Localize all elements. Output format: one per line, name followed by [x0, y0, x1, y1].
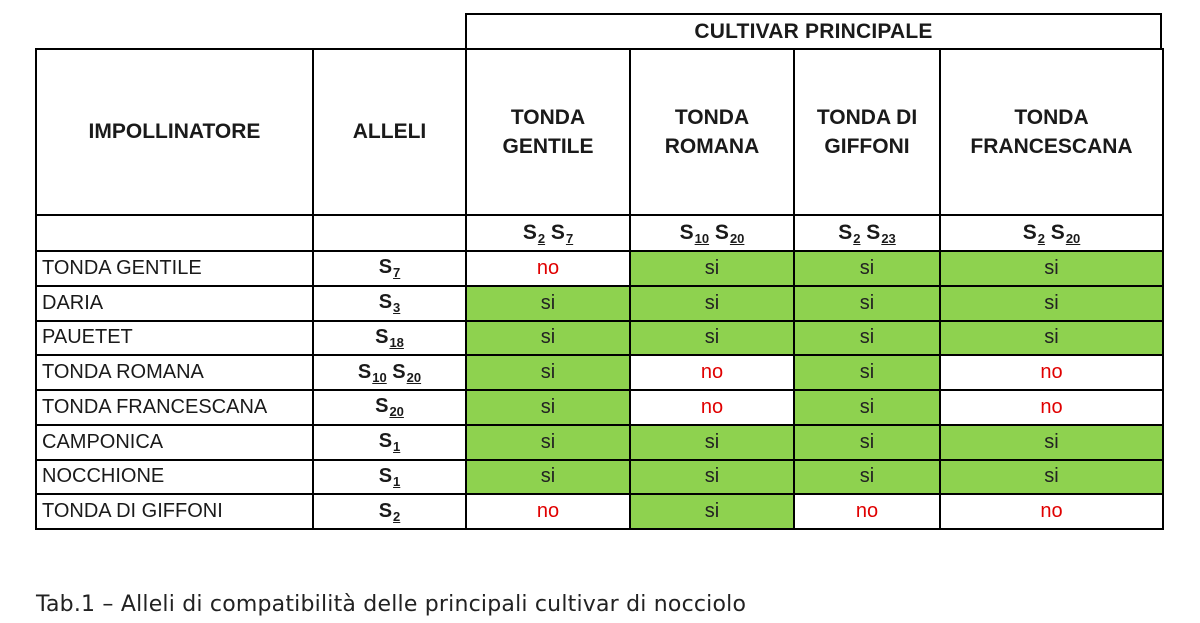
pollinator-name: PAUETET: [36, 321, 313, 356]
compatibility-cell: si: [940, 286, 1163, 321]
compatibility-cell: si: [940, 460, 1163, 495]
pollinator-alleles: [313, 425, 466, 460]
allele-symbol: S: [375, 395, 389, 418]
table-row: [36, 425, 1163, 460]
compatibility-cell: no: [940, 390, 1163, 425]
compatibility-cell: si: [466, 321, 630, 356]
allele-number: 2: [1037, 230, 1045, 246]
allele-number: 20: [406, 369, 422, 385]
allele-number: 7: [565, 230, 574, 246]
compatibility-cell: si: [630, 286, 794, 321]
compatibility-cell: si: [466, 390, 630, 425]
pollinator-name: TONDA DI GIFFONI: [36, 494, 313, 529]
compatibility-cell: si: [794, 321, 940, 356]
table-row: [36, 251, 1163, 286]
compatibility-cell: si: [794, 390, 940, 425]
allele-number: 3: [393, 300, 401, 316]
compatibility-cell: no: [940, 355, 1163, 390]
compatibility-cell: si: [794, 286, 940, 321]
column-header-cultivar: TONDA DI GIFFONI: [794, 49, 940, 215]
allele-symbol: S: [838, 220, 853, 244]
compatibility-cell: si: [466, 460, 630, 495]
allele-number: 18: [389, 334, 404, 350]
allele-symbol: S: [1050, 220, 1065, 244]
compatibility-cell: si: [794, 355, 940, 390]
compatibility-cell: si: [630, 494, 794, 529]
pollinator-name: TONDA GENTILE: [36, 251, 313, 286]
compatibility-cell: no: [940, 494, 1163, 529]
allele-symbol: S: [378, 430, 393, 453]
pollinator-name: TONDA FRANCESCANA: [36, 390, 313, 425]
compatibility-cell: si: [940, 425, 1163, 460]
table-row: [36, 494, 1163, 529]
allele-number: 7: [393, 265, 401, 281]
allele-number: 1: [393, 473, 401, 489]
pollinator-alleles: [313, 321, 466, 356]
allele-symbol: S: [866, 220, 881, 244]
allele-symbol: S: [522, 220, 537, 244]
compatibility-cell: si: [466, 425, 630, 460]
cultivar-allele-cell: [940, 215, 1163, 251]
pollinator-alleles: [313, 251, 466, 286]
compatibility-cell: si: [466, 355, 630, 390]
allele-symbol: S: [714, 220, 729, 244]
pollinator-name: CAMPONICA: [36, 425, 313, 460]
empty-cell: [313, 215, 466, 251]
table-caption: Tab.1 – Alleli di compatibilità delle principali cultivar di nocciolo: [36, 592, 747, 617]
compatibility-cell: si: [794, 425, 940, 460]
column-header-pollinator: IMPOLLINATORE: [36, 49, 313, 215]
column-header-cultivar: TONDA GENTILE: [466, 49, 630, 215]
compatibility-cell: no: [630, 390, 794, 425]
pollinator-name: NOCCHIONE: [36, 460, 313, 495]
pollinator-alleles: [313, 494, 466, 529]
compatibility-cell: si: [794, 460, 940, 495]
allele-symbol: S: [378, 256, 393, 279]
allele-symbol: S: [1022, 220, 1037, 244]
compatibility-cell: si: [630, 321, 794, 356]
allele-number: 2: [393, 508, 401, 524]
allele-number: 20: [1065, 230, 1081, 246]
compatibility-table: [35, 48, 1164, 530]
compatibility-cell: si: [940, 321, 1163, 356]
table-row: [36, 460, 1163, 495]
empty-cell: [36, 215, 313, 251]
allele-number: 2: [537, 230, 546, 246]
pollinator-alleles: [313, 460, 466, 495]
compatibility-cell: si: [630, 251, 794, 286]
compatibility-cell: no: [466, 494, 630, 529]
table-row: [36, 355, 1163, 390]
column-header-row: [36, 49, 1163, 215]
allele-number: 10: [372, 369, 387, 385]
compatibility-cell: si: [630, 425, 794, 460]
allele-symbol: S: [357, 360, 372, 383]
compatibility-cell: si: [794, 251, 940, 286]
allele-symbol: S: [375, 325, 389, 348]
cultivar-allele-cell: [466, 215, 630, 251]
pollinator-name: DARIA: [36, 286, 313, 321]
pollinator-alleles: [313, 390, 466, 425]
allele-symbol: S: [378, 499, 393, 522]
allele-number: 10: [694, 230, 710, 246]
compatibility-cell: si: [466, 286, 630, 321]
cultivar-allele-row: [36, 215, 1163, 251]
column-header-cultivar: TONDA FRANCESCANA: [940, 49, 1163, 215]
compatibility-cell: no: [630, 355, 794, 390]
compatibility-cell: si: [940, 251, 1163, 286]
column-header-alleles: ALLELI: [313, 49, 466, 215]
pollinator-name: TONDA ROMANA: [36, 355, 313, 390]
allele-number: 20: [389, 404, 404, 420]
table-row: [36, 390, 1163, 425]
allele-symbol: S: [679, 220, 694, 244]
cultivar-allele-cell: [630, 215, 794, 251]
compatibility-cell: no: [794, 494, 940, 529]
group-header-cultivar-principale: CULTIVAR PRINCIPALE: [465, 13, 1162, 48]
table-row: [36, 321, 1163, 356]
allele-number: 23: [881, 230, 896, 246]
pollinator-alleles: [313, 286, 466, 321]
column-header-cultivar: TONDA ROMANA: [630, 49, 794, 215]
allele-symbol: S: [392, 360, 406, 383]
table-row: [36, 286, 1163, 321]
cultivar-allele-cell: [794, 215, 940, 251]
allele-number: 1: [393, 439, 401, 455]
pollinator-alleles: [313, 355, 466, 390]
allele-symbol: S: [378, 464, 393, 487]
allele-symbol: S: [550, 220, 565, 244]
compatibility-cell: no: [466, 251, 630, 286]
allele-symbol: S: [378, 291, 393, 314]
allele-number: 2: [853, 230, 861, 246]
compatibility-cell: si: [630, 460, 794, 495]
allele-number: 20: [729, 230, 745, 246]
